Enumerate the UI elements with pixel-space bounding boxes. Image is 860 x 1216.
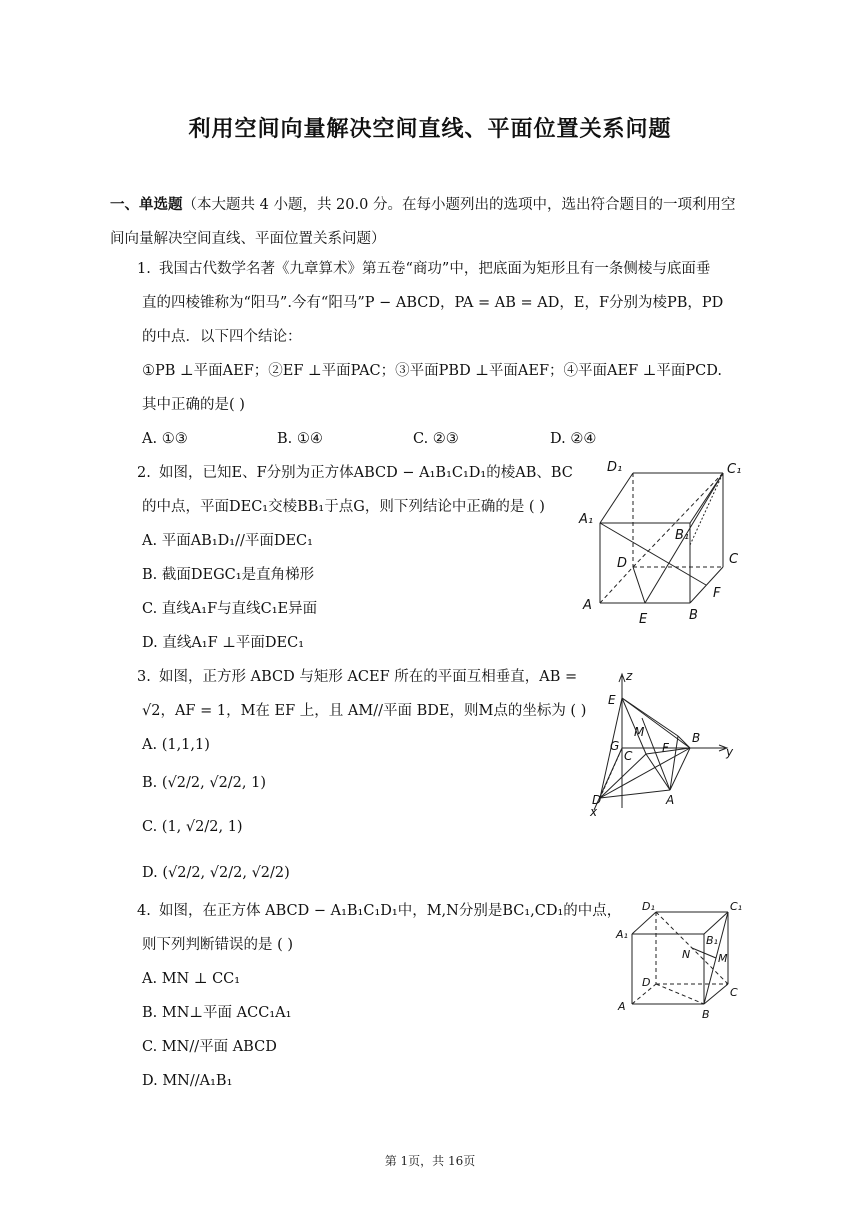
q1-option-c: C. ②③ [413, 431, 459, 447]
q3-fig-label-y: y [726, 745, 734, 759]
q3-fig-label-z: z [626, 669, 633, 683]
q4-option-c: C. MN//平面 ABCD [142, 1039, 277, 1055]
q3-text1: 如图，正方形 ABCD 与矩形 ACEF 所在的平面互相垂直，AB = [159, 669, 578, 685]
q4-text1: 如图，在正方体 ABCD − A₁B₁C₁D₁中，M,N分别是BC₁,CD₁的中点， [159, 903, 622, 919]
q4-fig-label-b1: B₁ [706, 934, 718, 947]
q1-text1: 我国古代数学名著《九章算术》第五卷“商功”中，把底面为矩形且有一条侧棱与底面垂 [159, 261, 711, 277]
q2-text1: 如图，已知E、F分别为正方体ABCD − A₁B₁C₁D₁的棱AB、BC [159, 465, 573, 481]
q4-fig-label-a: A [618, 1000, 626, 1013]
q4-option-b: B. MN⊥平面 ACC₁A₁ [142, 1005, 292, 1021]
q1-line4: ①PB ⊥平面AEF；②EF ⊥平面PAC；③平面PBD ⊥平面AEF；④平面AEF ⊥平面PCD. [142, 363, 722, 379]
q1-line1 [137, 252, 710, 286]
q3-fig-label-b: B [692, 731, 701, 745]
q4-fig-label-d1: D₁ [642, 900, 655, 913]
q3-fig-label-m: M [634, 725, 645, 739]
q2-fig-label-a1: A₁ [579, 512, 594, 527]
q3-fig-label-g: G [610, 739, 620, 753]
q2-option-b: B. 截面DEGC₁是直角梯形 [142, 567, 315, 583]
q3-number: 3. [137, 669, 151, 685]
q4-fig-label-a1: A₁ [616, 928, 628, 941]
page-footer: 第 1页，共 16页 [384, 1154, 476, 1168]
section-note-1: （本大题共 4 小题，共 20.0 分。在每小题列出的选项中，选出符合题目的一项利用空 [182, 197, 736, 213]
section-heading [110, 188, 760, 256]
q3-coordinate-figure [580, 668, 750, 818]
q3-fig-label-a: A [666, 793, 675, 807]
q3-fig-label-e: E [608, 693, 616, 707]
q4-fig-label-c1: C₁ [730, 900, 743, 913]
q2-fig-label-d: D [617, 556, 628, 571]
q1-line5: 其中正确的是( ) [142, 397, 245, 413]
q1-option-b: B. ①④ [277, 431, 323, 447]
q4-fig-label-c: C [730, 986, 738, 999]
q3-option-d: D. (√2/2, √2/2, √2/2) [142, 865, 290, 881]
q2-fig-label-d1: D₁ [607, 460, 623, 475]
q3-option-b: B. (√2/2, √2/2, 1) [142, 775, 267, 791]
q3-line2: √2，AF = 1，M在 EF 上，且 AM//平面 BDE，则M点的坐标为 ( ) [142, 703, 587, 719]
q2-line1 [137, 456, 573, 490]
q1-option-d: D. ②④ [550, 431, 597, 447]
section-label: 一、单选题 [110, 196, 183, 213]
q1-line3: 的中点．以下四个结论： [142, 329, 302, 345]
q3-fig-label-c: C [624, 749, 633, 763]
q4-line1 [137, 894, 621, 928]
q2-cube-figure [575, 455, 755, 630]
q4-fig-label-d: D [642, 976, 651, 989]
q2-option-c: C. 直线A₁F与直线C₁E异面 [142, 601, 318, 617]
q2-fig-label-b: B [689, 608, 698, 623]
q3-line1 [137, 660, 577, 694]
q1-option-a: A. ①③ [142, 431, 188, 447]
q1-number: 1. [137, 261, 151, 277]
q4-cube-figure [612, 898, 752, 1022]
q2-option-d: D. 直线A₁F ⊥平面DEC₁ [142, 635, 305, 651]
q4-line2: 则下列判断错误的是 ( ) [142, 937, 294, 953]
q3-fig-label-f: F [662, 741, 669, 755]
q2-fig-label-a: A [583, 598, 592, 613]
q2-option-a: A. 平面AB₁D₁//平面DEC₁ [142, 533, 313, 549]
q4-fig-label-n: N [682, 948, 691, 961]
q2-fig-label-e: E [639, 612, 648, 627]
q3-option-c: C. (1, √2/2, 1) [142, 819, 243, 835]
q1-line2: 直的四棱锥称为“阳马”.今有“阳马”P − ABCD，PA = AB = AD，E，F分别为棱PB，PD [142, 295, 724, 311]
q2-line2: 的中点，平面DEC₁交棱BB₁于点G，则下列结论中正确的是 ( ) [142, 499, 545, 515]
q4-number: 4. [137, 903, 151, 919]
q3-option-a: A. (1,1,1) [142, 737, 210, 753]
q4-option-d: D. MN//A₁B₁ [142, 1073, 233, 1089]
q2-fig-label-c1: C₁ [727, 462, 742, 477]
q2-fig-label-c: C [729, 552, 739, 567]
q2-number: 2. [137, 465, 151, 481]
page-title: 利用空间向量解决空间直线、平面位置关系问题 [188, 116, 672, 142]
q4-option-a: A. MN ⊥ CC₁ [142, 971, 241, 987]
q3-fig-label-x: x [590, 805, 598, 818]
q2-fig-label-f: F [713, 586, 721, 601]
q4-fig-label-m: M [718, 952, 728, 965]
q4-fig-label-b: B [702, 1008, 710, 1021]
section-note-2: 间向量解决空间直线、平面位置关系问题） [110, 231, 386, 247]
q2-fig-label-b1: B₁ [675, 528, 690, 543]
q3-fig-label-d: D [592, 793, 602, 807]
